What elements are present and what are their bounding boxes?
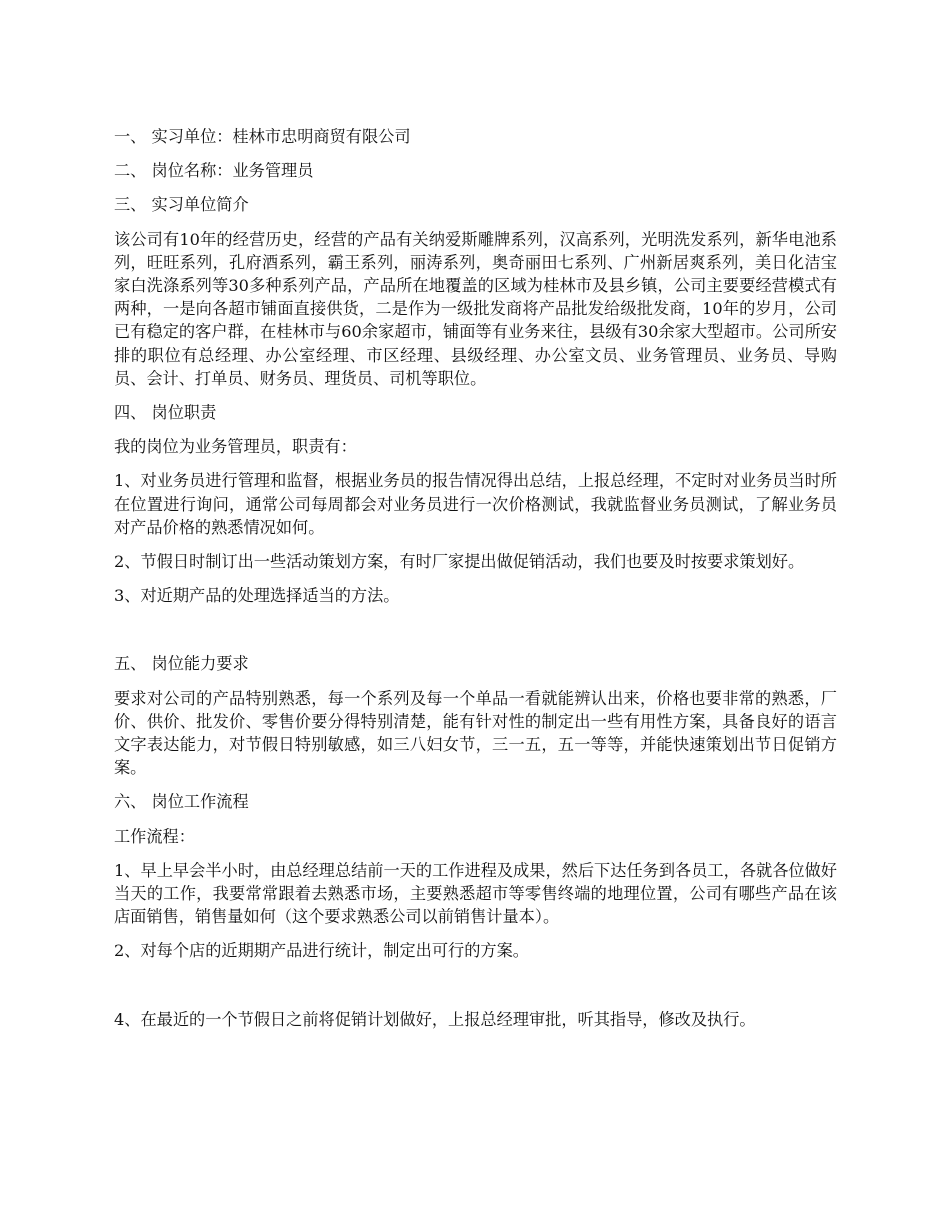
workflow-item-2: 2、对每个店的近期期产品进行统计，制定出可行的方案。 <box>114 941 529 961</box>
section-heading-company-intro: 三、 实习单位简介 <box>114 195 249 215</box>
company-intro-paragraph: 该公司有10年的经营历史，经营的产品有关纳爱斯雕牌系列，汉高系列，光明洗发系列，新华电池系列，旺旺系列，孔府酒系列，霸王系列，丽涛系列，奥奇丽田七系列、广州新居爽系列，美日化洁宝家白洗涤系列等30多种系列产品，产品所在地覆盖的区域为桂林市及县乡镇，公司主要要经营模式有两种，一是向各超市铺面直接供货，二是作为一级批发商将产品批发给级批发商，10年的岁月，公司已有稳定的客户群，在桂林市与60余家超市，铺面等有业务来往，县级有30余家大型超市。公司所安排的职位有总经理、办公室经理、市区经理、县级经理、办公室文员、业务管理员、业务员、导购员、会计、打单员、财务员、理货员、司机等职位。 <box>114 229 837 388</box>
workflow-intro-paragraph: 工作流程： <box>114 826 195 846</box>
workflow-item-4: 4、在最近的一个节假日之前将促销计划做好，上报总经理审批，听其指导，修改及执行。 <box>114 1009 756 1029</box>
section-heading-internship-unit: 一、 实习单位：桂林市忠明商贸有限公司 <box>114 127 411 146</box>
duties-intro-paragraph: 我的岗位为业务管理员，职责有： <box>114 437 357 457</box>
blank-spacer <box>114 607 837 652</box>
section-heading-position-name: 二、 岗位名称：业务管理员 <box>114 161 314 181</box>
duty-item-2: 2、节假日时制订出一些活动策划方案，有时厂家提出做促销活动，我们也要及时按要求策划好。 <box>114 552 805 572</box>
section-heading-job-duties: 四、 岗位职责 <box>114 403 217 423</box>
duty-item-1: 1、对业务员进行管理和监督，根据业务员的报告情况得出总结，上报总经理，不定时对业务员当时所在位置进行询问，通常公司每周都会对业务员进行一次价格测试，我就监督业务员测试，了解业务员对产品价格的熟悉情况如何。 <box>114 471 837 537</box>
section-heading-workflow: 六、 岗位工作流程 <box>114 792 249 812</box>
ability-paragraph: 要求对公司的产品特别熟悉，每一个系列及每一个单品一看就能辨认出来，价格也要非常的熟悉，厂价、供价、批发价、零售价要分得特别清楚，能有针对性的制定出一些有用性方案，具备良好的语言文字表达能力，对节假日特别敏感，如三八妇女节，三一五，五一等等，并能快速策划出节日促销方案。 <box>114 688 837 778</box>
workflow-item-1: 1、早上早会半小时，由总经理总结前一天的工作进程及成果，然后下达任务到各员工，各就各位做好当天的工作，我要常常跟着去熟悉市场，主要熟悉超市等零售终端的地理位置，公司有哪些产品在该店面销售，销售量如何（这个要求熟悉公司以前销售计量本）。 <box>114 860 837 927</box>
section-heading-ability-requirements: 五、 岗位能力要求 <box>114 654 249 674</box>
blank-spacer <box>114 963 837 1008</box>
duty-item-3: 3、对近期产品的处理选择适当的方法。 <box>114 586 400 606</box>
